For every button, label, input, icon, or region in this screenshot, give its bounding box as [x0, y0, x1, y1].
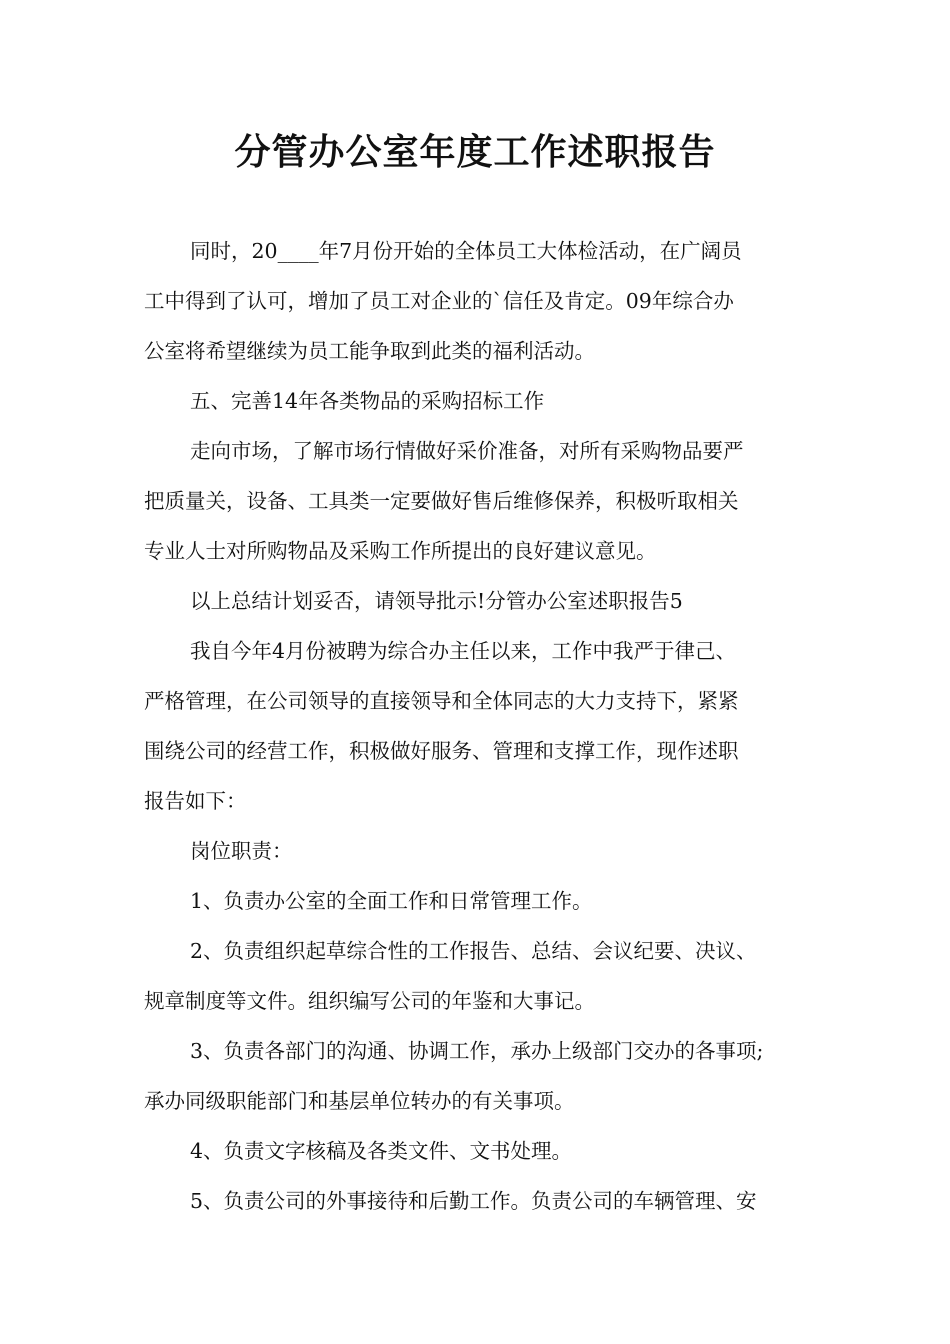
text-line: 围绕公司的经营工作，积极做好服务、管理和支撑工作，现作述职	[144, 739, 739, 763]
text-line: 承办同级职能部门和基层单位转办的有关事项。	[144, 1089, 575, 1113]
text-line: 3、负责各部门的沟通、协调工作，承办上级部门交办的各事项;	[190, 1039, 764, 1063]
text-line: 把质量关，设备、工具类一定要做好售后维修保养，积极听取相关	[144, 489, 739, 513]
text-line: 严格管理，在公司领导的直接领导和全体同志的大力支持下，紧紧	[144, 689, 739, 713]
text-line: 5、负责公司的外事接待和后勤工作。负责公司的车辆管理、安	[190, 1189, 757, 1213]
text-line: 岗位职责：	[190, 839, 293, 863]
text-line: 2、负责组织起草综合性的工作报告、总结、会议纪要、决议、	[190, 939, 757, 963]
text-line: 工中得到了认可，增加了员工对企业的`信任及肯定。09年综合办	[144, 289, 734, 313]
text-line: 同时，20____年7月份开始的全体员工大体检活动，在广阔员	[190, 239, 742, 263]
text-line: 走向市场，了解市场行情做好采价准备，对所有采购物品要严	[190, 439, 744, 463]
text-line: 规章制度等文件。组织编写公司的年鉴和大事记。	[144, 989, 595, 1013]
document-title: 分管办公室年度工作述职报告	[234, 132, 716, 173]
text-line: 我自今年4月份被聘为综合办主任以来，工作中我严于律己、	[190, 639, 737, 663]
text-line: 以上总结计划妥否，请领导批示!分管办公室述职报告5	[190, 589, 683, 613]
text-line: 专业人士对所购物品及采购工作所提出的良好建议意见。	[144, 539, 657, 563]
text-line: 公室将希望继续为员工能争取到此类的福利活动。	[144, 339, 595, 363]
text-line: 报告如下：	[144, 789, 247, 813]
document-body	[144, 226, 830, 1226]
text-line: 4、负责文字核稿及各类文件、文书处理。	[190, 1139, 573, 1163]
text-line: 五、完善14年各类物品的采购招标工作	[190, 389, 545, 413]
text-line: 1、负责办公室的全面工作和日常管理工作。	[190, 889, 593, 913]
